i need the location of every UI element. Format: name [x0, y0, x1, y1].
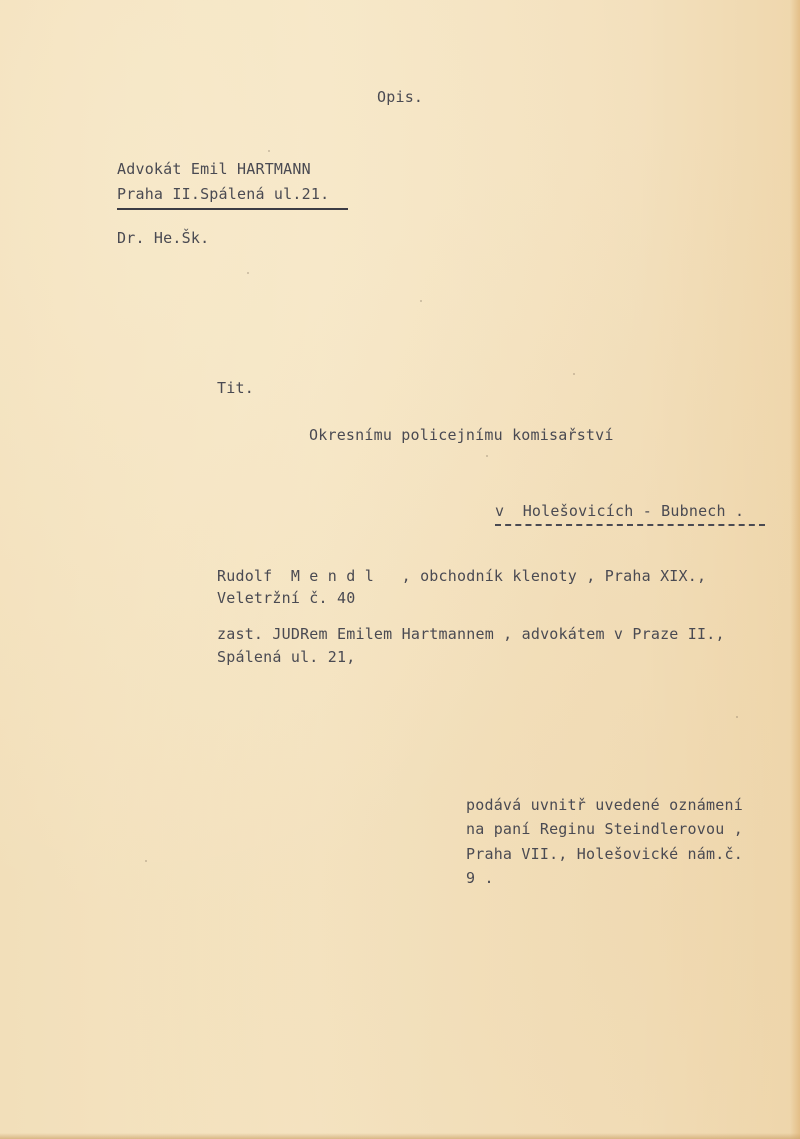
salutation: Tit.: [217, 379, 254, 397]
paper-speck: [573, 373, 575, 375]
paper-speck: [268, 150, 270, 152]
representative-line: zast. JUDRem Emilem Hartmannem , advokátem v Praze II.,: [217, 625, 725, 643]
paper-bottom-edge: [0, 1133, 800, 1139]
paper-right-edge: [790, 0, 800, 1139]
addressee-location: v Holešovicích - Bubnech .: [495, 502, 745, 520]
sender-address: Praha II.Spálená ul.21.: [117, 185, 330, 203]
reference-mark: Dr. He.Šk.: [117, 229, 210, 247]
paper-speck: [420, 300, 422, 302]
complainant-address: Veletržní č. 40: [217, 589, 356, 607]
subject-line-3: Praha VII., Holešovické nám.č.: [466, 845, 743, 863]
paper-speck: [145, 860, 147, 862]
subject-line-4: 9 .: [466, 869, 494, 887]
subject-line-1: podává uvnitř uvedené oznámení: [466, 796, 743, 814]
sender-underline: [117, 208, 348, 210]
paper-speck: [736, 716, 738, 718]
representative-address: Spálená ul. 21,: [217, 648, 356, 666]
paper-speck: [486, 455, 488, 457]
document-heading: Opis.: [377, 88, 424, 106]
complainant-line: Rudolf M e n d l , obchodník klenoty , Praha XIX.,: [217, 567, 707, 585]
addressee-office: Okresnímu policejnímu komisařství: [309, 426, 614, 444]
paper-speck: [247, 272, 249, 274]
subject-line-2: na paní Reginu Steindlerovou ,: [466, 820, 743, 838]
sender-name: Advokát Emil HARTMANN: [117, 160, 311, 178]
addressee-underline: [495, 524, 765, 526]
